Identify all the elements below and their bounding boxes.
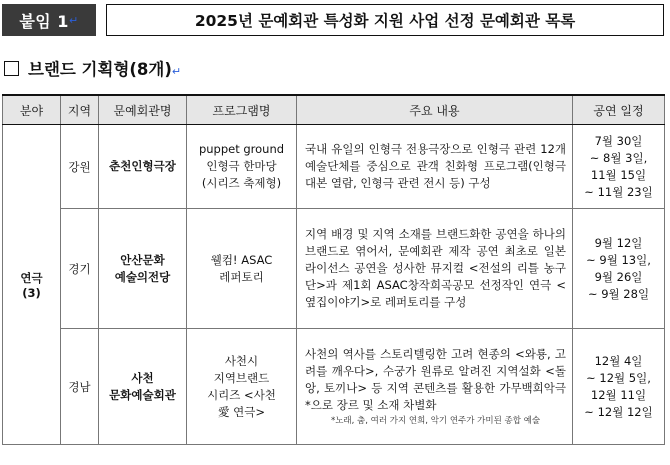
venue-line: 사천 <box>131 370 154 385</box>
table-row <box>3 329 665 445</box>
content-cell <box>297 329 573 445</box>
badge-label: 붙임 1 <box>19 11 69 31</box>
checkbox-square-icon <box>4 61 19 76</box>
venue-cell <box>99 125 187 209</box>
table-row <box>3 125 665 209</box>
content-text: 사천의 역사를 스토리텔링한 고려 현종의 <와룡, 고려를 깨우다>, 수궁가 원류로 알려진 지역설화 <돌앙, 토끼나> 등 지역 콘텐츠를 활용한 가무백희악극*으로 장르 및 소재 차별화 <box>305 347 566 412</box>
region-cell: 경기 <box>61 209 99 329</box>
venue-table <box>2 94 665 445</box>
attachment-badge <box>2 4 96 36</box>
program-cell <box>187 125 297 209</box>
program-line: 웰컴! ASAC <box>210 252 273 267</box>
title-row <box>2 4 666 36</box>
schedule-cell <box>573 329 665 445</box>
venue-cell <box>99 209 187 329</box>
schedule-line: ~ 8월 3일, <box>589 150 648 165</box>
program-line: 사천시 <box>224 353 259 368</box>
schedule-line: 12월 11일 <box>590 387 647 402</box>
venue-line: 문화예술회관 <box>109 387 176 402</box>
venue-line: 안산문화 <box>120 252 165 267</box>
program-line: 愛 연극> <box>217 404 265 419</box>
content-cell: 국내 유일의 인형극 전용극장으로 인형극 관련 12개 예술단체를 중심으로 관객 친화형 프로그램(인형극 대본 열람, 인형극 관련 전시 등) 구성 <box>297 125 573 209</box>
document-title <box>106 4 664 36</box>
program-line: puppet ground <box>198 142 285 156</box>
field-name: 연극 <box>20 270 43 285</box>
column-header: 공연 일정 <box>573 95 665 125</box>
field-count: (3) <box>22 285 41 300</box>
program-line: 지역브랜드 <box>213 370 270 385</box>
schedule-line: 9월 12일 <box>594 235 643 250</box>
field-cell <box>3 125 61 445</box>
column-header: 분야 <box>3 95 61 125</box>
schedule-line: ~ 9월 13일, <box>586 252 651 267</box>
venue-cell <box>99 329 187 445</box>
venue-line: 춘천인형극장 <box>109 159 176 173</box>
column-header: 문예회관명 <box>99 95 187 125</box>
program-cell <box>187 329 297 445</box>
content-cell: 지역 배경 및 지역 소재를 브랜드화한 공연을 하나의 브랜드로 엮어서, 문예회관 제작 공연 최초로 일본 라이선스 공연을 성사한 뮤지컬 <전설의 리틀 농구단>과 제1회 ASAC창작희곡공모 선정작인 연극 <옆집이야기>로 레퍼토리를 구성 <box>297 209 573 329</box>
document-title-text: 2025년 문예회관 특성화 지원 사업 선정 문예회관 목록 <box>194 12 576 30</box>
column-header: 주요 내용 <box>297 95 573 125</box>
paragraph-mark-icon: ↵ <box>68 13 79 27</box>
schedule-line: 7월 30일 <box>594 133 643 148</box>
schedule-line: ~ 11월 23일 <box>584 184 653 199</box>
schedule-line: ~ 12월 12일 <box>584 404 653 419</box>
region-cell: 경남 <box>61 329 99 445</box>
program-line: 인형극 한마당 <box>206 159 277 173</box>
table-row <box>3 209 665 329</box>
venue-line: 예술의전당 <box>114 269 171 284</box>
schedule-line: ~ 12월 5일, <box>586 370 651 385</box>
section-heading <box>4 56 181 80</box>
paragraph-mark-icon: ↵ <box>171 65 182 78</box>
program-line: 시리즈 <사천 <box>207 387 276 402</box>
section-title: 브랜드 기획형(8개) <box>28 60 172 79</box>
program-cell <box>187 209 297 329</box>
schedule-line: 12월 4일 <box>594 353 643 368</box>
program-line: (시리즈 축제형) <box>201 176 282 190</box>
schedule-line: 9월 26일 <box>594 269 643 284</box>
schedule-cell <box>573 125 665 209</box>
schedule-line: 11월 15일 <box>590 167 647 182</box>
footnote: *노래, 춤, 여러 가지 연희, 악기 연주가 가미된 종합 예술 <box>330 416 541 426</box>
schedule-line: ~ 9월 28일 <box>587 286 650 301</box>
column-header: 지역 <box>61 95 99 125</box>
program-line: 레퍼토리 <box>219 269 264 284</box>
region-cell: 강원 <box>61 125 99 209</box>
schedule-cell <box>573 209 665 329</box>
column-header: 프로그램명 <box>187 95 297 125</box>
table-header-row <box>3 95 665 125</box>
